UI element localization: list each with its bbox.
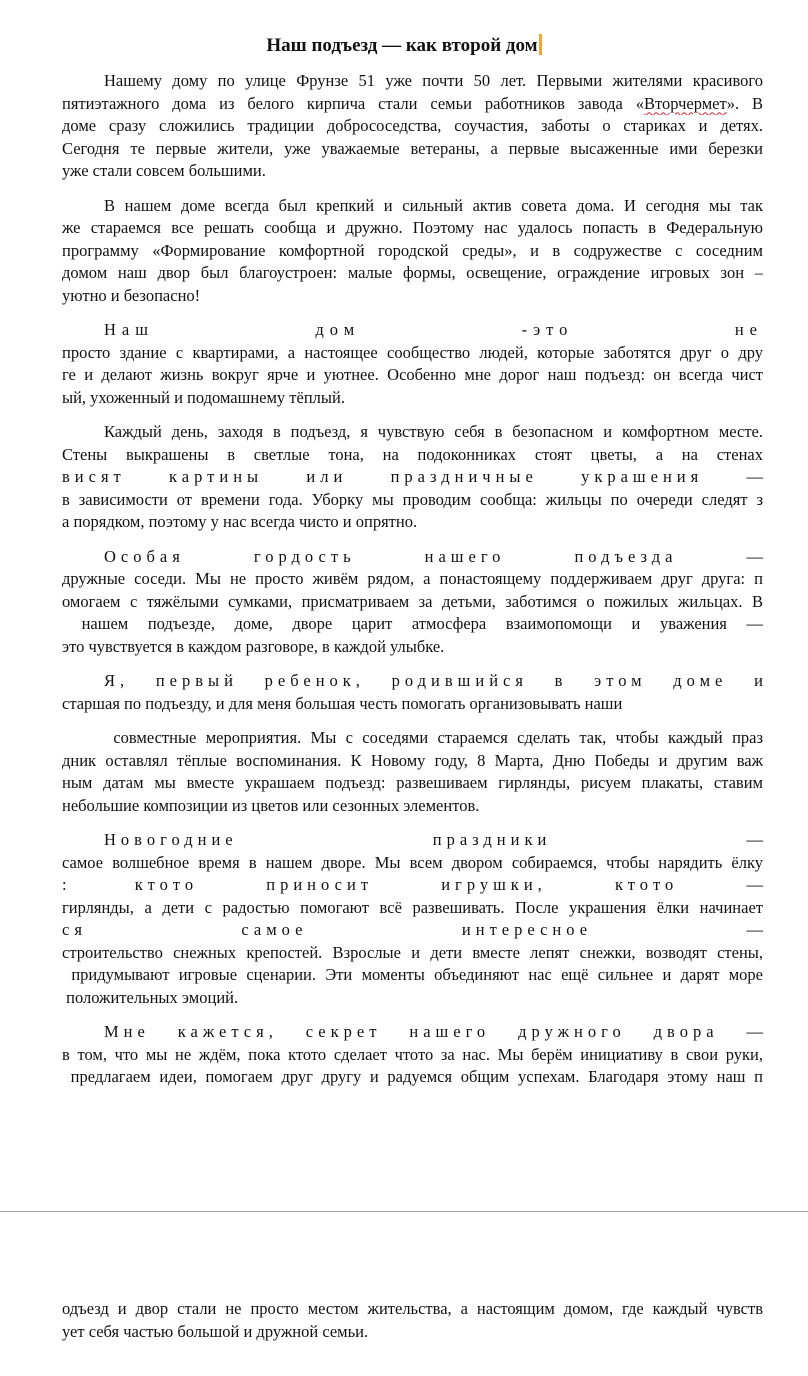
text-line: омогаем с тяжёлыми сумками, присматриваем за детьми, заботимся о пожилых жильцах. В [62,591,763,611]
text-cursor [539,34,542,55]
text-line: нашем подъезде, доме, дворе царит атмосфера взаимопомощи и уважения — [62,614,763,633]
text-line: ый, ухоженный и подомашнему тёплый. [62,387,345,407]
text-line: ге и делают жизнь вокруг ярче и уютнее. Особенно мне дорог наш подъезд: он всегда чист [62,365,763,384]
text-line: в зависимости от времени года. Уборку мы проводим сообща: жильцы по очереди следят з [62,489,763,509]
paragraph-5 [62,546,763,659]
text-line: доме сразу сложились традиции добрососедства, соучастия, заботы о стариках и детях. [62,116,763,135]
text-line: небольшие композиции из цветов или сезонных элементов. [62,795,480,815]
document-body-page-2[interactable] [62,1298,763,1355]
spread-line: Мне кажется, секрет нашего дружного двора — [104,1022,763,1041]
text-line: ным датам мы вместе украшаем подъезд: развешиваем гирлянды, рисуем плакаты, ставим [62,773,763,792]
text-line: пятиэтажного дома из белого кирпича стали семьи работников завода «Вторчермет». В [62,93,763,113]
paragraph-1 [62,70,763,183]
text-line: а порядком, поэтому у нас всегда чисто и опрятно. [62,512,418,531]
document-body[interactable] [62,70,763,1101]
text-line: домом наш двор был благоустроен: малые формы, освещение, ограждение игровых зон – [62,263,763,282]
text-line: это чувствуется в каждом разговоре, в каждой улыбке. [62,636,445,656]
paragraph-2 [62,195,763,308]
paragraph-7 [62,727,763,817]
text-line: придумывают игровые сценарии. Эти моменты объединяют нас ещё сильнее и дарят море [62,965,763,984]
text-line: уже стали совсем большими. [62,161,266,180]
spread-line: Наш дом -это не [104,320,763,339]
document-page-2[interactable] [0,1212,808,1376]
spread-line: Я, первый ребенок, родившийся в этом доме и [104,671,763,690]
spread-line: Особая гордость нашего подъезда — [104,546,763,566]
text-line: ует себя частью большой и дружной семьи. [62,1321,369,1341]
text-line: старшая по подъезду, и для меня большая честь помогать организовывать наши [62,693,623,713]
text-line: предлагаем идеи, помогаем друг другу и радуемся общим успехам. Благодаря этому наш п [62,1067,763,1086]
text-line: просто здание с квартирами, а настоящее сообщество людей, которые заботятся друг о дру [62,342,763,362]
document-title[interactable] [0,34,808,58]
text-line: самое волшебное время в нашем дворе. Мы всем двором собираемся, чтобы нарядить ёлку [62,852,763,872]
text-line: в том, что мы не ждём, пока ктото сделает чтото за нас. Мы берём инициативу в свои руки, [62,1044,763,1064]
paragraph-6 [62,670,763,715]
paragraph-10 [62,1298,763,1343]
text-line: программу «Формирование комфортной городской среды», и в содружестве с соседним [62,240,763,260]
spread-line: : ктото приносит игрушки, ктото — [62,875,763,894]
text-line: Каждый день, заходя в подъезд, я чувствую себя в безопасном и комфортном месте. [104,422,763,441]
paragraph-9 [62,1021,763,1089]
text-line: же стараемся все решать сообща и дружно. Поэтому нас удалось попасть в Федеральную [62,218,763,237]
spread-line: Новогодние праздники — [104,830,763,849]
text-line: одъезд и двор стали не просто местом жительства, а настоящим домом, где каждый чувств [62,1299,763,1318]
spread-line: ся самое интересное — [62,920,763,939]
spellcheck-word[interactable]: Вторчермет [644,93,727,113]
text-line: уютно и безопасно! [62,285,201,305]
paragraph-8 [62,829,763,1009]
text-line: Нашему дому по улице Фрунзе 51 уже почти 50 лет. Первыми жителями красивого [104,71,763,90]
title-text: Наш подъезд — как второй дом [266,35,538,56]
text-line: строительство снежных крепостей. Взрослые и дети вместе лепят снежки, возводят стены, [62,942,763,962]
text-line: дник оставлял тёплые воспоминания. К Новому году, 8 Марта, Дню Победы и другим важ [62,750,763,770]
spread-line: висят картины или праздничные украшения — [62,467,763,486]
text-line: гирлянды, а дети с радостью помогают всё развешивать. После украшения ёлки начинает [62,897,763,917]
paragraph-4 [62,421,763,534]
text-line: Стены выкрашены в светлые тона, на подоконниках стоят цветы, а на стенах [62,444,763,464]
text-line: дружные соседи. Мы не просто живём рядом, а понастоящему поддерживаем друг друга: п [62,569,763,588]
text-line: Сегодня те первые жители, уже уважаемые ветераны, а первые высаженные ими березки [62,138,763,158]
text-line: положительных эмоций. [62,987,239,1007]
text-line: совместные мероприятия. Мы с соседями стараемся сделать так, чтобы каждый праз [104,728,763,747]
text-line: В нашем доме всегда был крепкий и сильный актив совета дома. И сегодня мы так [104,195,763,215]
paragraph-3 [62,319,763,409]
